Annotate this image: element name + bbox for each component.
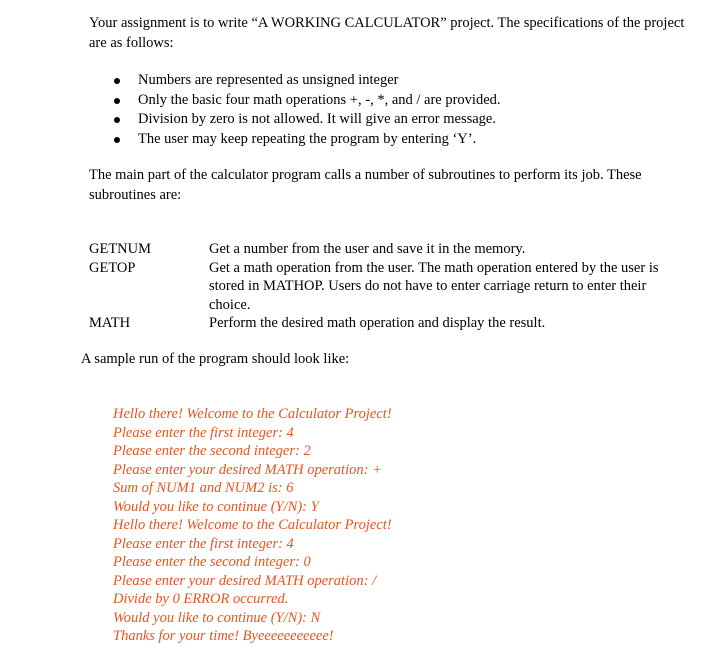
specification-text: The user may keep repeating the program by entering ‘Y’. [138,130,477,147]
specification-list [89,71,501,149]
sample-run-line: Would you like to continue (Y/N): Y [113,498,319,515]
bullet-icon [114,78,120,84]
main-part-paragraph: The main part of the calculator program calls a number of subroutines to perform its job. These subroutines are: [89,167,642,203]
sample-run-line: Thanks for your time! Byeeeeeeeeeee! [113,628,334,644]
bullet-icon [114,98,120,104]
sample-run-line: Hello there! Welcome to the Calculator Project! [113,517,392,533]
specification-text: Only the basic four math operations +, -, *, and / are provided. [138,91,501,108]
sample-run-line: Please enter the second integer: 2 [113,443,311,459]
bullet-icon [114,117,120,123]
sample-run-intro: A sample run of the program should look like: [81,351,350,367]
subroutine-row [89,240,689,259]
assignment-intro: Your assignment is to write “A WORKING CALCULATOR” project. The specifications of the project are as follows: [89,15,685,51]
sample-run-line: Would you like to continue (Y/N): N [113,609,321,626]
sample-run-line: Please enter your desired MATH operation: / [113,572,377,589]
sample-run-output [113,405,392,646]
subroutine-table [89,240,689,333]
specification-item [89,110,501,130]
specification-text: Division by zero is not allowed. It will give an error message. [138,111,496,127]
sample-run-line: Sum of NUM1 and NUM2 is: 6 [113,480,294,496]
specification-item [89,71,501,91]
sample-run-line: Please enter the second integer: 0 [113,554,311,570]
sample-run-line: Please enter your desired MATH operation: + [113,461,382,478]
subroutine-description: Perform the desired math operation and display the result. [209,315,546,331]
subroutine-row [89,259,689,315]
subroutine-description: Get a number from the user and save it in the memory. [209,241,526,257]
subroutine-description: Get a math operation from the user. The math operation entered by the user is stored in MATHOP. Users do not have to enter carriage return to enter their choice. [209,259,659,313]
specification-text: Numbers are represented as unsigned integer [138,72,399,88]
sample-run-line: Divide by 0 ERROR occurred. [113,591,289,607]
bullet-icon [114,137,120,143]
sample-run-line: Please enter the first integer: 4 [113,535,294,552]
subroutine-name: MATH [89,315,131,331]
sample-run-line: Hello there! Welcome to the Calculator Project! [113,406,392,422]
subroutine-name: GETOP [89,259,136,276]
sample-run-line: Please enter the first integer: 4 [113,424,294,441]
subroutine-name: GETNUM [89,241,152,257]
subroutine-row [89,314,689,333]
specification-item [89,91,501,111]
specification-item [89,130,501,150]
